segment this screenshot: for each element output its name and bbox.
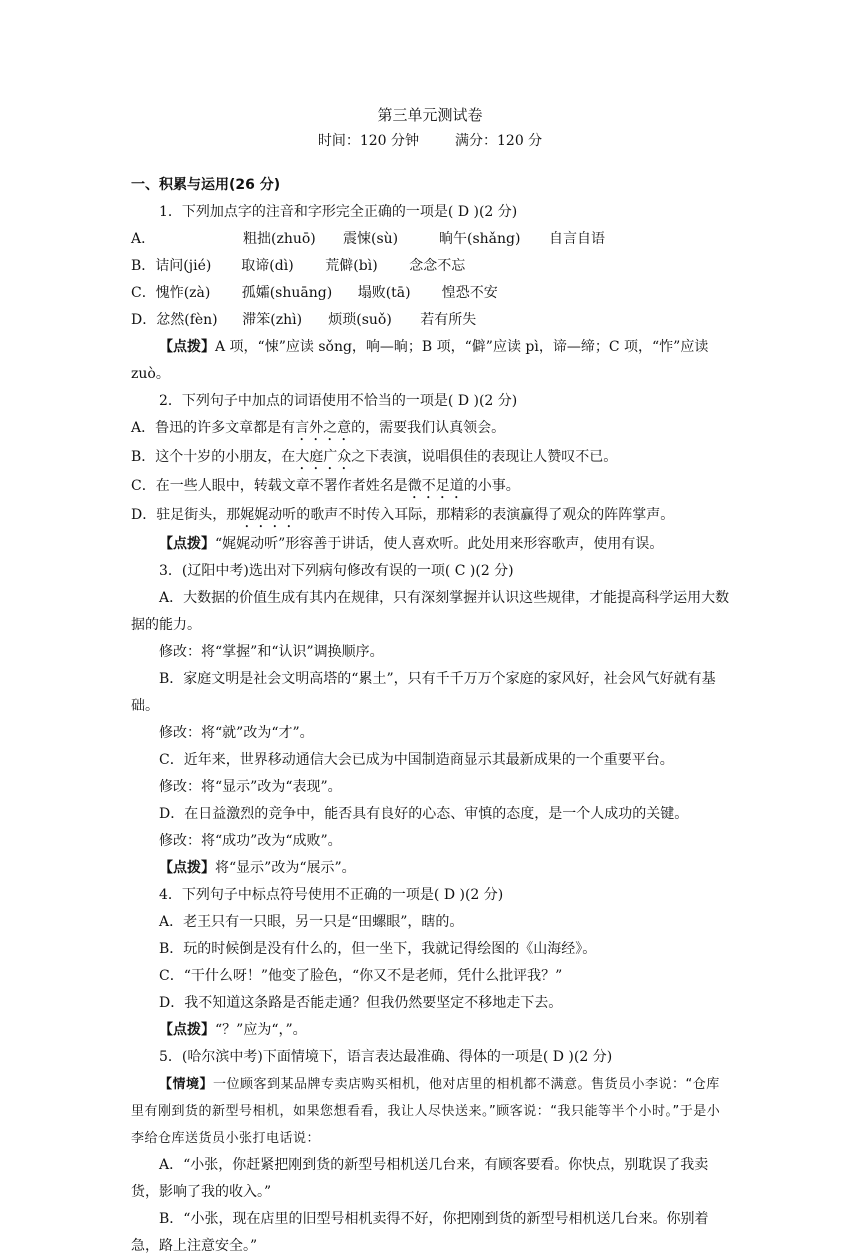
q5-option-a: A．“小张，你赶紧把刚到货的新型号相机送几台来，有顾客要看。你快点，别耽误了我卖货，影响了我的收入。”: [131, 1157, 709, 1200]
q3-option-b-fix: 修改：将“就”改为“才”。: [159, 725, 314, 741]
q3-option-d-fix: 修改：将“成功”改为“成败”。: [159, 833, 342, 849]
q3-option-d: D．在日益激烈的竞争中，能否具有良好的心态、审慎的态度，是一个人成功的关键。: [159, 806, 689, 822]
question-1-stem: 1．下列加点字的注音和字形完全正确的一项是( D )(2 分): [159, 204, 518, 220]
section-heading: 一、积累与运用(26 分): [131, 177, 281, 193]
q2-explanation: 【点拨】“娓娓动听”形容善于讲话，使人喜欢听。此处用来形容歌声，使用有误。: [159, 536, 664, 552]
dotted-word: 言外之意: [295, 420, 352, 436]
question-5-stem: 5．(哈尔滨中考)下面情境下，语言表达最准确、得体的一项是( D )(2 分): [159, 1049, 613, 1065]
full-score: 满分：120 分: [455, 133, 543, 149]
q3-option-c-fix: 修改：将“显示”改为“表现”。: [159, 779, 342, 795]
dotted-word: 微不足道: [407, 478, 464, 494]
dotted-word: 大庭广众: [295, 449, 352, 465]
q4-option-d: D．我不知道这条路是否能走通？但我仍然要坚定不移地走下去。: [159, 995, 563, 1011]
q2-option-c: C．在一些人眼中，转载文章不署作者姓名是微不足道的小事。: [131, 478, 520, 494]
q4-explanation: 【点拨】“？”应为“，”。: [159, 1022, 307, 1038]
exam-content: [131, 172, 731, 1260]
q3-explanation: 【点拨】将“显示”改为“展示”。: [159, 860, 356, 876]
q1-explanation: 【点拨】A 项，“悚”应读 sǒng，响—晌；B 项，“僻”应读 pì，谛—缔；C 项，“怍”应读 zuò。: [131, 339, 709, 382]
q4-option-c: C．“干什么呀！”他变了脸色，“你又不是老师，凭什么批评我？”: [159, 968, 563, 984]
q3-option-b: B．家庭文明是社会文明高塔的“累土”，只有千千万万个家庭的家风好，社会风气好就有基础。: [131, 671, 716, 714]
q2-option-d: D．驻足街头，那娓娓动听的歌声不时传入耳际，那精彩的表演赢得了观众的阵阵掌声。: [131, 507, 675, 523]
q1-option-c: C． 愧怍(zà) 孤孀(shuāng) 塌败(tā) 惶恐不安: [131, 285, 498, 301]
q5-scenario: 【情境】一位顾客到某品牌专卖店购买相机，他对店里的相机都不满意。售货员小李说：“仓库里有刚到货的新型号相机，如果您想看看，我让人尽快送来。”顾客说：“我只能等半个小时。”于是小李给仓库送货员小张打电话说：: [131, 1077, 721, 1146]
q1-option-b: B． 诘问(jié) 取谛(dì) 荒僻(bì) 念念不忘: [131, 258, 466, 274]
question-2-stem: 2．下列句子中加点的词语使用不恰当的一项是( D )(2 分): [159, 393, 518, 409]
time-limit: 时间：120 分钟: [317, 133, 419, 149]
q1-option-a: A． 粗拙(zhuō) 震悚(sù) 晌午(shǎng) 自言自语: [131, 231, 605, 247]
q2-option-b: B．这个十岁的小朋友，在大庭广众之下表演，说唱俱佳的表现让人赞叹不已。: [131, 449, 618, 465]
dotted-word: 娓娓动听: [240, 507, 297, 523]
q3-option-a: A．大数据的价值生成有其内在规律，只有深刻掌握并认识这些规律，才能提高科学运用大数据的能力。: [131, 590, 730, 633]
q1-option-d: D． 忿然(fèn) 滞笨(zhì) 烦琐(suǒ) 若有所失: [131, 312, 477, 328]
q2-option-a: A．鲁迅的许多文章都是有言外之意的，需要我们认真领会。: [131, 420, 506, 436]
q4-option-a: A．老王只有一只眼，另一只是“田螺眼”，瞎的。: [159, 914, 464, 930]
exam-info: [0, 130, 860, 150]
question-4-stem: 4．下列句子中标点符号使用不正确的一项是( D )(2 分): [159, 887, 504, 903]
q4-option-b: B．玩的时候倒是没有什么的，但一坐下，我就记得绘图的《山海经》。: [159, 941, 597, 957]
question-3-stem: 3．(辽阳中考)选出对下列病句修改有误的一项( C )(2 分): [159, 563, 514, 579]
q3-option-c: C．近年来，世界移动通信大会已成为中国制造商显示其最新成果的一个重要平台。: [159, 752, 674, 768]
q5-option-b: B．“小张，现在店里的旧型号相机卖得不好，你把刚到货的新型号相机送几台来。你别着急，路上注意安全。”: [131, 1211, 709, 1254]
document-title: 第三单元测试卷: [377, 106, 483, 124]
q3-option-a-fix: 修改：将“掌握”和“认识”调换顺序。: [159, 644, 384, 660]
